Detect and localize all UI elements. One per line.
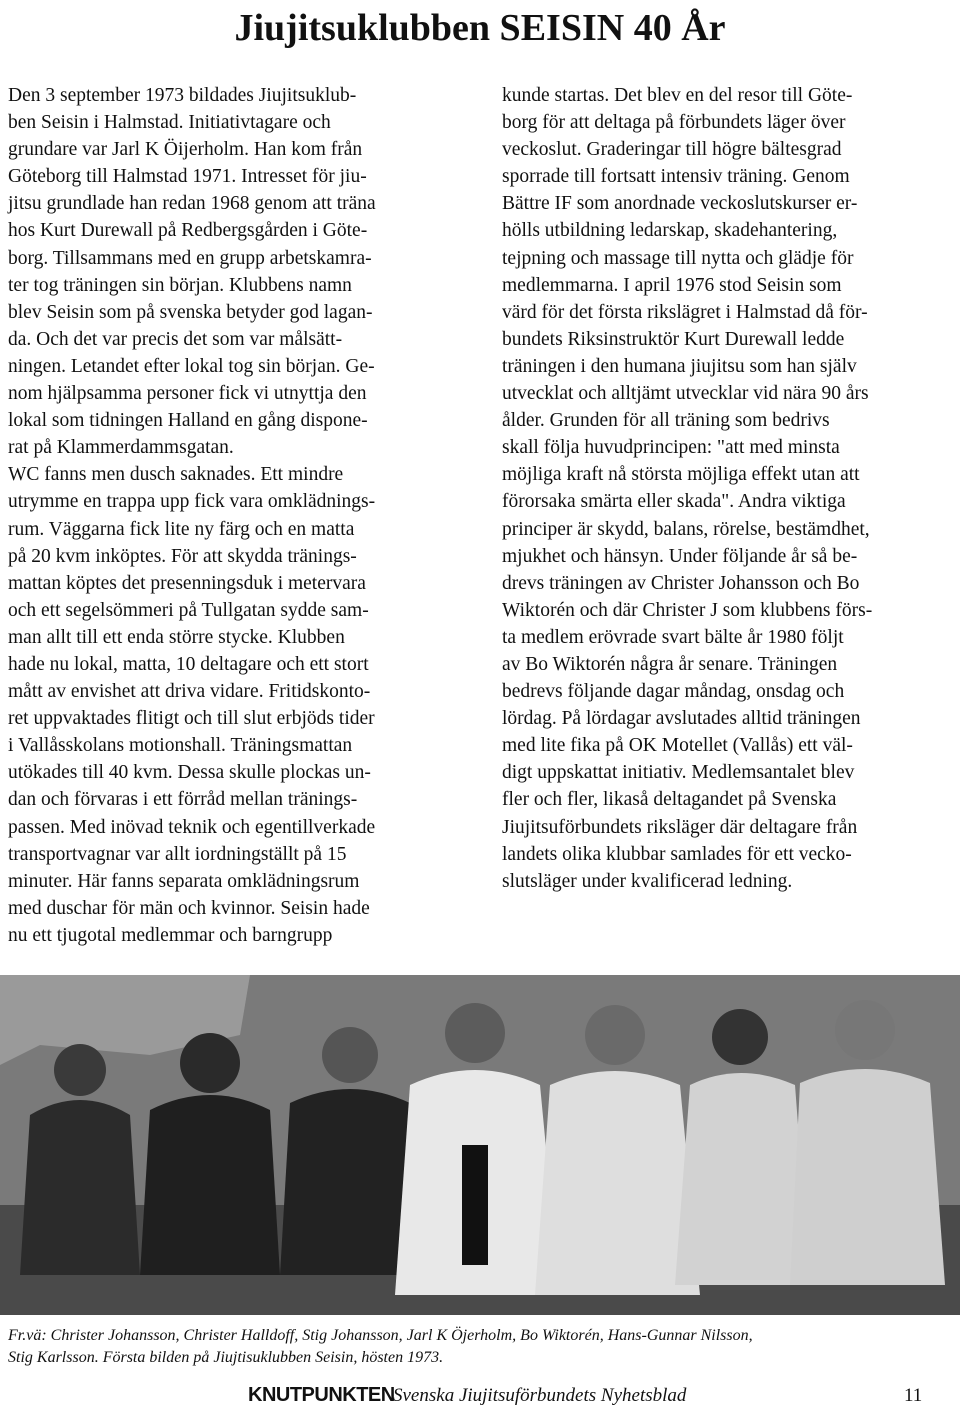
text-line: i Vallåsskolans motionshall. Träningsmattan xyxy=(8,735,353,757)
text-line: ret uppvaktades flitigt och till slut erbjöds tider xyxy=(8,708,375,730)
text-line: dan och förvaras i ett förråd mellan tränings- xyxy=(8,789,358,811)
text-line: WC fanns men dusch saknades. Ett mindre xyxy=(8,464,344,486)
text-line: ben Seisin i Halmstad. Initiativtagare och xyxy=(8,112,331,134)
text-line: träningen i den humana jiujitsu som han själv xyxy=(502,355,857,377)
text-line: nu ett tjugotal medlemmar och barngrupp xyxy=(8,924,333,946)
text-line: drevs träningen av Christer Johansson och Bo xyxy=(502,572,860,594)
text-line: ningen. Letandet efter lokal tog sin början. Ge- xyxy=(8,355,375,377)
text-line: hos Kurt Durewall på Redbergsgården i Göte- xyxy=(8,220,368,242)
caption-line: Stig Karlsson. Första bilden på Jiujtisuklubben Seisin, hösten 1973. xyxy=(8,1349,444,1366)
text-line: man allt till ett enda större stycke. Klubben xyxy=(8,626,345,648)
text-line: hade nu lokal, matta, 10 deltagare och ett stort xyxy=(8,653,369,675)
group-photo-illustration xyxy=(0,975,960,1315)
text-line: minuter. Här fanns separata omklädningsrum xyxy=(8,870,360,892)
text-line: med lite fika på OK Motellet (Vallås) ett väl- xyxy=(502,735,853,757)
text-line: utrymme en trappa upp fick vara omklädnings- xyxy=(8,491,376,513)
text-line: bedrevs följande dagar måndag, onsdag och xyxy=(502,681,845,703)
text-line: rat på Klammerdammsgatan. xyxy=(8,437,234,459)
text-line: värd för det första rikslägret i Halmstad då för- xyxy=(502,301,868,323)
article-title: Jiujitsuklubben SEISIN 40 År xyxy=(234,7,726,49)
text-line: möjliga kraft nå största möjliga effekt utan att xyxy=(502,464,860,486)
text-line: mått av envishet att driva vidare. Fritidskonto- xyxy=(8,681,371,703)
text-line: med duschar för män och kvinnor. Seisin hade xyxy=(8,897,370,919)
text-line: principer är skydd, balans, rörelse, bestämdhet, xyxy=(502,518,870,540)
text-line: tejpning och massage till nytta och glädje för xyxy=(502,247,854,269)
group-photo xyxy=(0,975,960,1315)
text-line: veckoslut. Graderingar till högre bältesgrad xyxy=(502,139,842,161)
text-line: borg för att deltaga på förbundets läger över xyxy=(502,112,846,134)
newsletter-brand: KNUTPUNKTEN xyxy=(248,1384,395,1406)
text-line: jitsu grundlade han redan 1968 genom att träna xyxy=(8,193,376,215)
text-line: skall följa huvudprincipen: "att med minsta xyxy=(502,437,840,459)
text-line: bundets Riksinstruktör Kurt Durewall ledde xyxy=(502,328,845,350)
text-line: utökades till 40 kvm. Dessa skulle plockas un- xyxy=(8,762,371,784)
left-column xyxy=(8,82,460,949)
text-line: digt uppskattat initiativ. Medlemsantalet blev xyxy=(502,762,855,784)
text-line: blev Seisin som på svenska betyder god lagan- xyxy=(8,301,373,323)
text-line: förorsaka smärta eller skada". Andra viktiga xyxy=(502,491,846,513)
text-line: landets olika klubbar samlades för ett vecko- xyxy=(502,843,852,865)
text-line: mjukhet och hänsyn. Under följande år så be- xyxy=(502,545,858,567)
text-line: Wiktorén och där Christer J som klubbens förs- xyxy=(502,599,873,621)
text-line: fler och fler, likaså deltagandet på Svenska xyxy=(502,789,837,811)
text-line: slutsläger under kvalificerad ledning. xyxy=(502,870,793,892)
text-line: passen. Med inövad teknik och egentillverkade xyxy=(8,816,376,838)
text-line: Bättre IF som anordnade veckoslutskurser er- xyxy=(502,193,858,215)
text-line: Göteborg till Halmstad 1971. Intresset för jiu- xyxy=(8,166,367,188)
text-line: ålder. Grunden för all träning som bedrivs xyxy=(502,410,830,432)
caption-line: Fr.vä: Christer Johansson, Christer Halldoff, Stig Johansson, Jarl K Öjerholm, Bo Wiktorén, Hans-Gunnar Nilsson, xyxy=(8,1327,753,1344)
text-line: rum. Väggarna fick lite ny färg och en matta xyxy=(8,518,355,540)
text-line: mattan köptes det presenningsduk i metervara xyxy=(8,572,366,594)
text-line: ta medlem erövrade svart bälte år 1980 följt xyxy=(502,626,844,648)
text-line: utvecklat och alltjämt utvecklar vid nära 90 års xyxy=(502,383,869,405)
text-line: da. Och det var precis det som var målsätt- xyxy=(8,328,343,350)
text-line: och ett segelsömmeri på Tullgatan sydde sam- xyxy=(8,599,369,621)
publication-name: Svenska Jiujitsuförbundets Nyhetsblad xyxy=(393,1385,687,1406)
text-line: på 20 kvm inköptes. För att skydda tränings- xyxy=(8,545,357,567)
text-line: av Bo Wiktorén några år senare. Träningen xyxy=(502,653,838,675)
text-line: hölls utbildning ledarskap, skadehantering, xyxy=(502,220,838,242)
page-footer xyxy=(0,1384,960,1410)
text-line: Den 3 september 1973 bildades Jiujitsuklub- xyxy=(8,85,357,106)
text-line: sporrade till fortsatt intensiv träning. Genom xyxy=(502,166,850,188)
text-line: lördag. På lördagar avslutades alltid träningen xyxy=(502,708,861,730)
text-line: medlemmarna. I april 1976 stod Seisin som xyxy=(502,274,842,296)
text-line: ter tog träningen sin början. Klubbens namn xyxy=(8,274,352,296)
text-line: grundare var Jarl K Öijerholm. Han kom från xyxy=(8,139,363,161)
page-number: 11 xyxy=(904,1385,923,1406)
text-line: transportvagnar var allt iordningställt på 15 xyxy=(8,843,347,865)
text-line: nom hjälpsamma personer fick vi utnyttja den xyxy=(8,383,367,405)
photo-caption xyxy=(8,1325,958,1369)
text-line: borg. Tillsammans med en grupp arbetskamra- xyxy=(8,247,372,269)
text-line: kunde startas. Det blev en del resor till Göte- xyxy=(502,85,853,106)
text-line: Jiujitsuförbundets riksläger där deltagare från xyxy=(502,816,858,838)
text-line: lokal som tidningen Halland en gång dispone- xyxy=(8,410,368,432)
right-column xyxy=(502,82,954,895)
